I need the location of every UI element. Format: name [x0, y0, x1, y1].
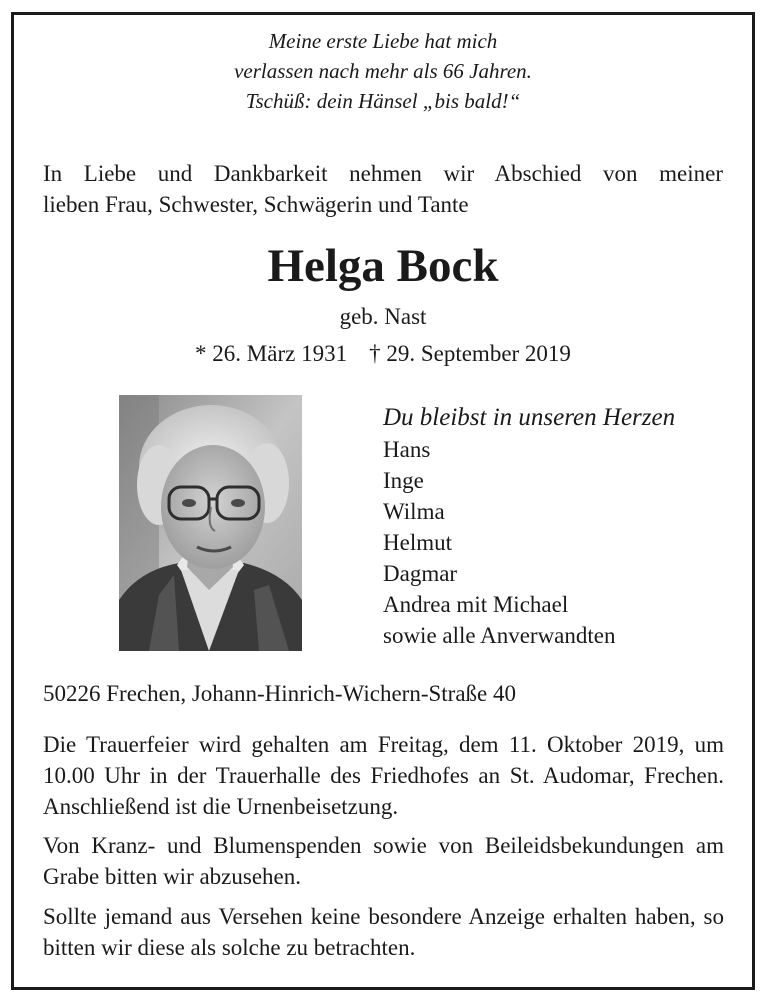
announcement-notice: Sollte jemand aus Versehen keine besondere Anzeige erhalten haben, so bitten wir diese als solche zu betrachten. [43, 904, 724, 960]
address-line: 50226 Frechen, Johann-Hinrich-Wichern-Straße 40 [43, 681, 516, 706]
intro-line-1: In Liebe und Dankbarkeit nehmen wir Abschied von meiner [43, 161, 723, 186]
family-member: Wilma [383, 499, 445, 524]
family-member: Inge [383, 468, 424, 493]
motto-line-3: Tschüß: dein Hänsel „bis bald!“ [245, 89, 521, 113]
family-member: Dagmar [383, 561, 458, 586]
birth-date: * 26. März 1931 [195, 341, 348, 366]
family-signatures [383, 401, 743, 651]
family-member: Hans [383, 437, 431, 462]
family-member: Andrea mit Michael [383, 592, 569, 617]
intro-text [43, 158, 723, 220]
motto-verse [0, 26, 766, 116]
family-member: sowie alle Anverwandten [383, 623, 616, 648]
funeral-info: Die Trauerfeier wird gehalten am Freitag, dem 11. Oktober 2019, um 10.00 Uhr in der Trauerhalle des Friedhofes an St. Audomar, Frechen. Anschließend ist die Urnenbeisetzung. [43, 732, 724, 819]
birth-name: geb. Nast [339, 304, 427, 329]
family-member: Helmut [383, 530, 452, 555]
motto-line-1: Meine erste Liebe hat mich [268, 29, 498, 53]
portrait-photo [119, 395, 302, 651]
intro-line-2: lieben Frau, Schwester, Schwägerin und Tante [43, 192, 469, 217]
deceased-name: Helga Bock [267, 240, 499, 292]
life-dates [0, 339, 766, 369]
motto-line-2: verlassen nach mehr als 66 Jahren. [234, 59, 532, 83]
death-date: † 29. September 2019 [369, 341, 571, 366]
flowers-notice: Von Kranz- und Blumenspenden sowie von Beileidsbekundungen am Grabe bitten wir abzusehen. [43, 833, 724, 889]
family-quote: Du bleibst in unseren Herzen [383, 404, 676, 431]
